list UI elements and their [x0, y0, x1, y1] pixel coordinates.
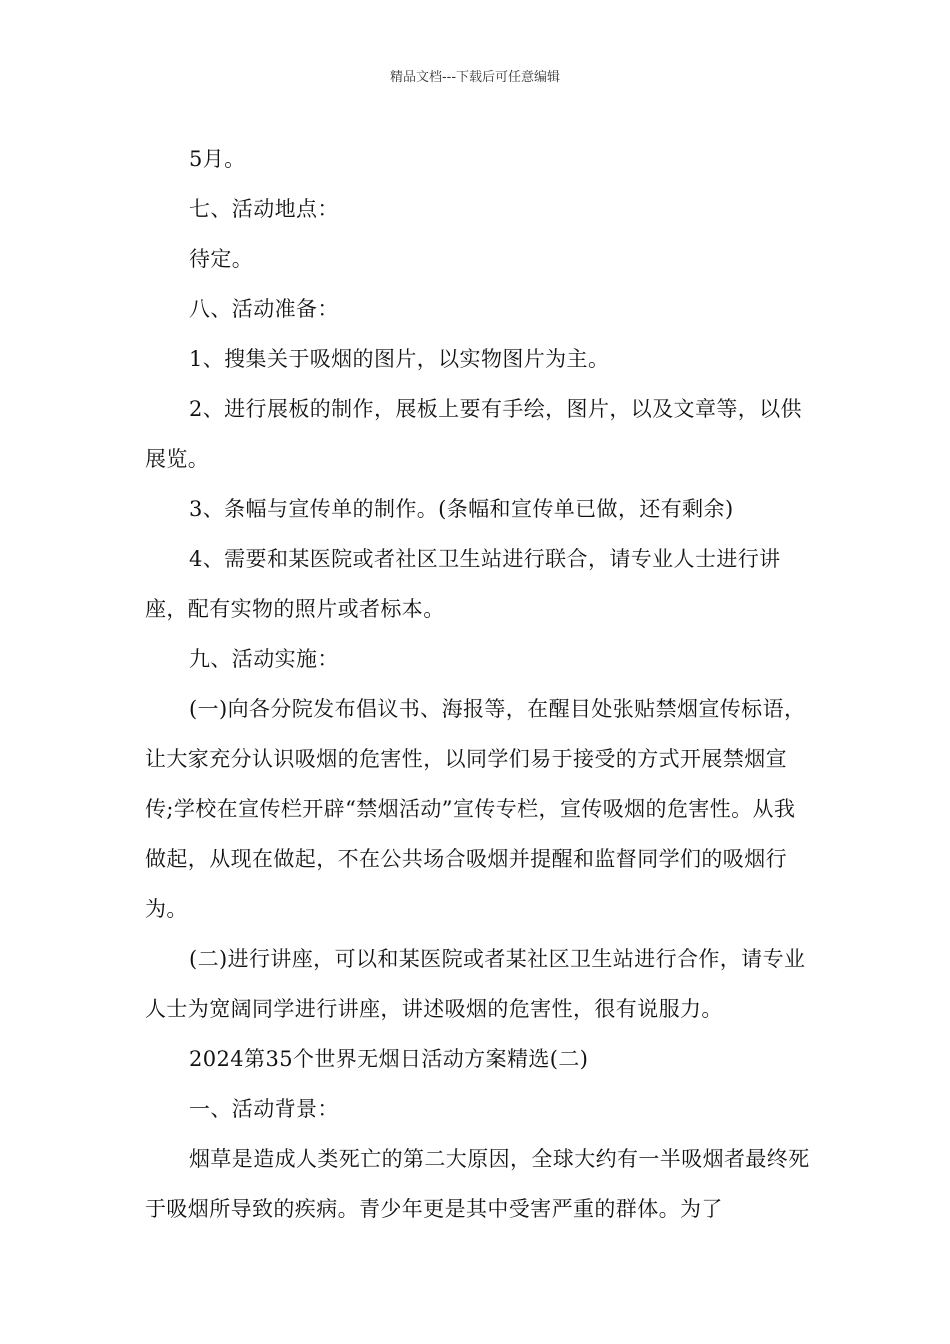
document-subtitle: 2024第35个世界无烟日活动方案精选(二) [189, 1047, 589, 1071]
list-item: 4、需要和某医院或者社区卫生站进行联合，请专业人士进行讲座，配有实物的照片或者标本。 [145, 547, 781, 621]
paragraph: (一)向各分院发布倡议书、海报等，在醒目处张贴禁烟宣传标语，让大家充分认识吸烟的危害性，以同学们易于接受的方式开展禁烟宣传;学校在宣传栏开辟“禁烟活动”宣传专栏，宣传吸烟的危害性。从我做起，从现在做起，不在公共场合吸烟并提醒和监督同学们的吸烟行为。 [145, 697, 806, 921]
document-body [145, 134, 810, 1234]
page-header: 精品文档---下载后可任意编辑 [389, 70, 561, 85]
list-item: 2、进行展板的制作，展板上要有手绘，图片，以及文章等，以供展览。 [145, 397, 802, 471]
list-item: 1、搜集关于吸烟的图片，以实物图片为主。 [189, 347, 610, 371]
section-heading: 九、活动实施： [189, 647, 339, 671]
section-heading: 一、活动背景： [189, 1097, 339, 1121]
list-item: 3、条幅与宣传单的制作。(条幅和宣传单已做，还有剩余) [189, 497, 734, 521]
paragraph: 5月。 [189, 147, 246, 171]
section-heading: 七、活动地点： [189, 197, 339, 221]
paragraph: (二)进行讲座，可以和某医院或者某社区卫生站进行合作，请专业人士为宽阔同学进行讲座，讲述吸烟的危害性，很有说服力。 [145, 947, 806, 1021]
paragraph: 烟草是造成人类死亡的第二大原因，全球大约有一半吸烟者最终死于吸烟所导致的疾病。青少年更是其中受害严重的群体。为了 [145, 1147, 810, 1221]
paragraph: 待定。 [189, 247, 254, 271]
section-heading: 八、活动准备： [189, 297, 339, 321]
